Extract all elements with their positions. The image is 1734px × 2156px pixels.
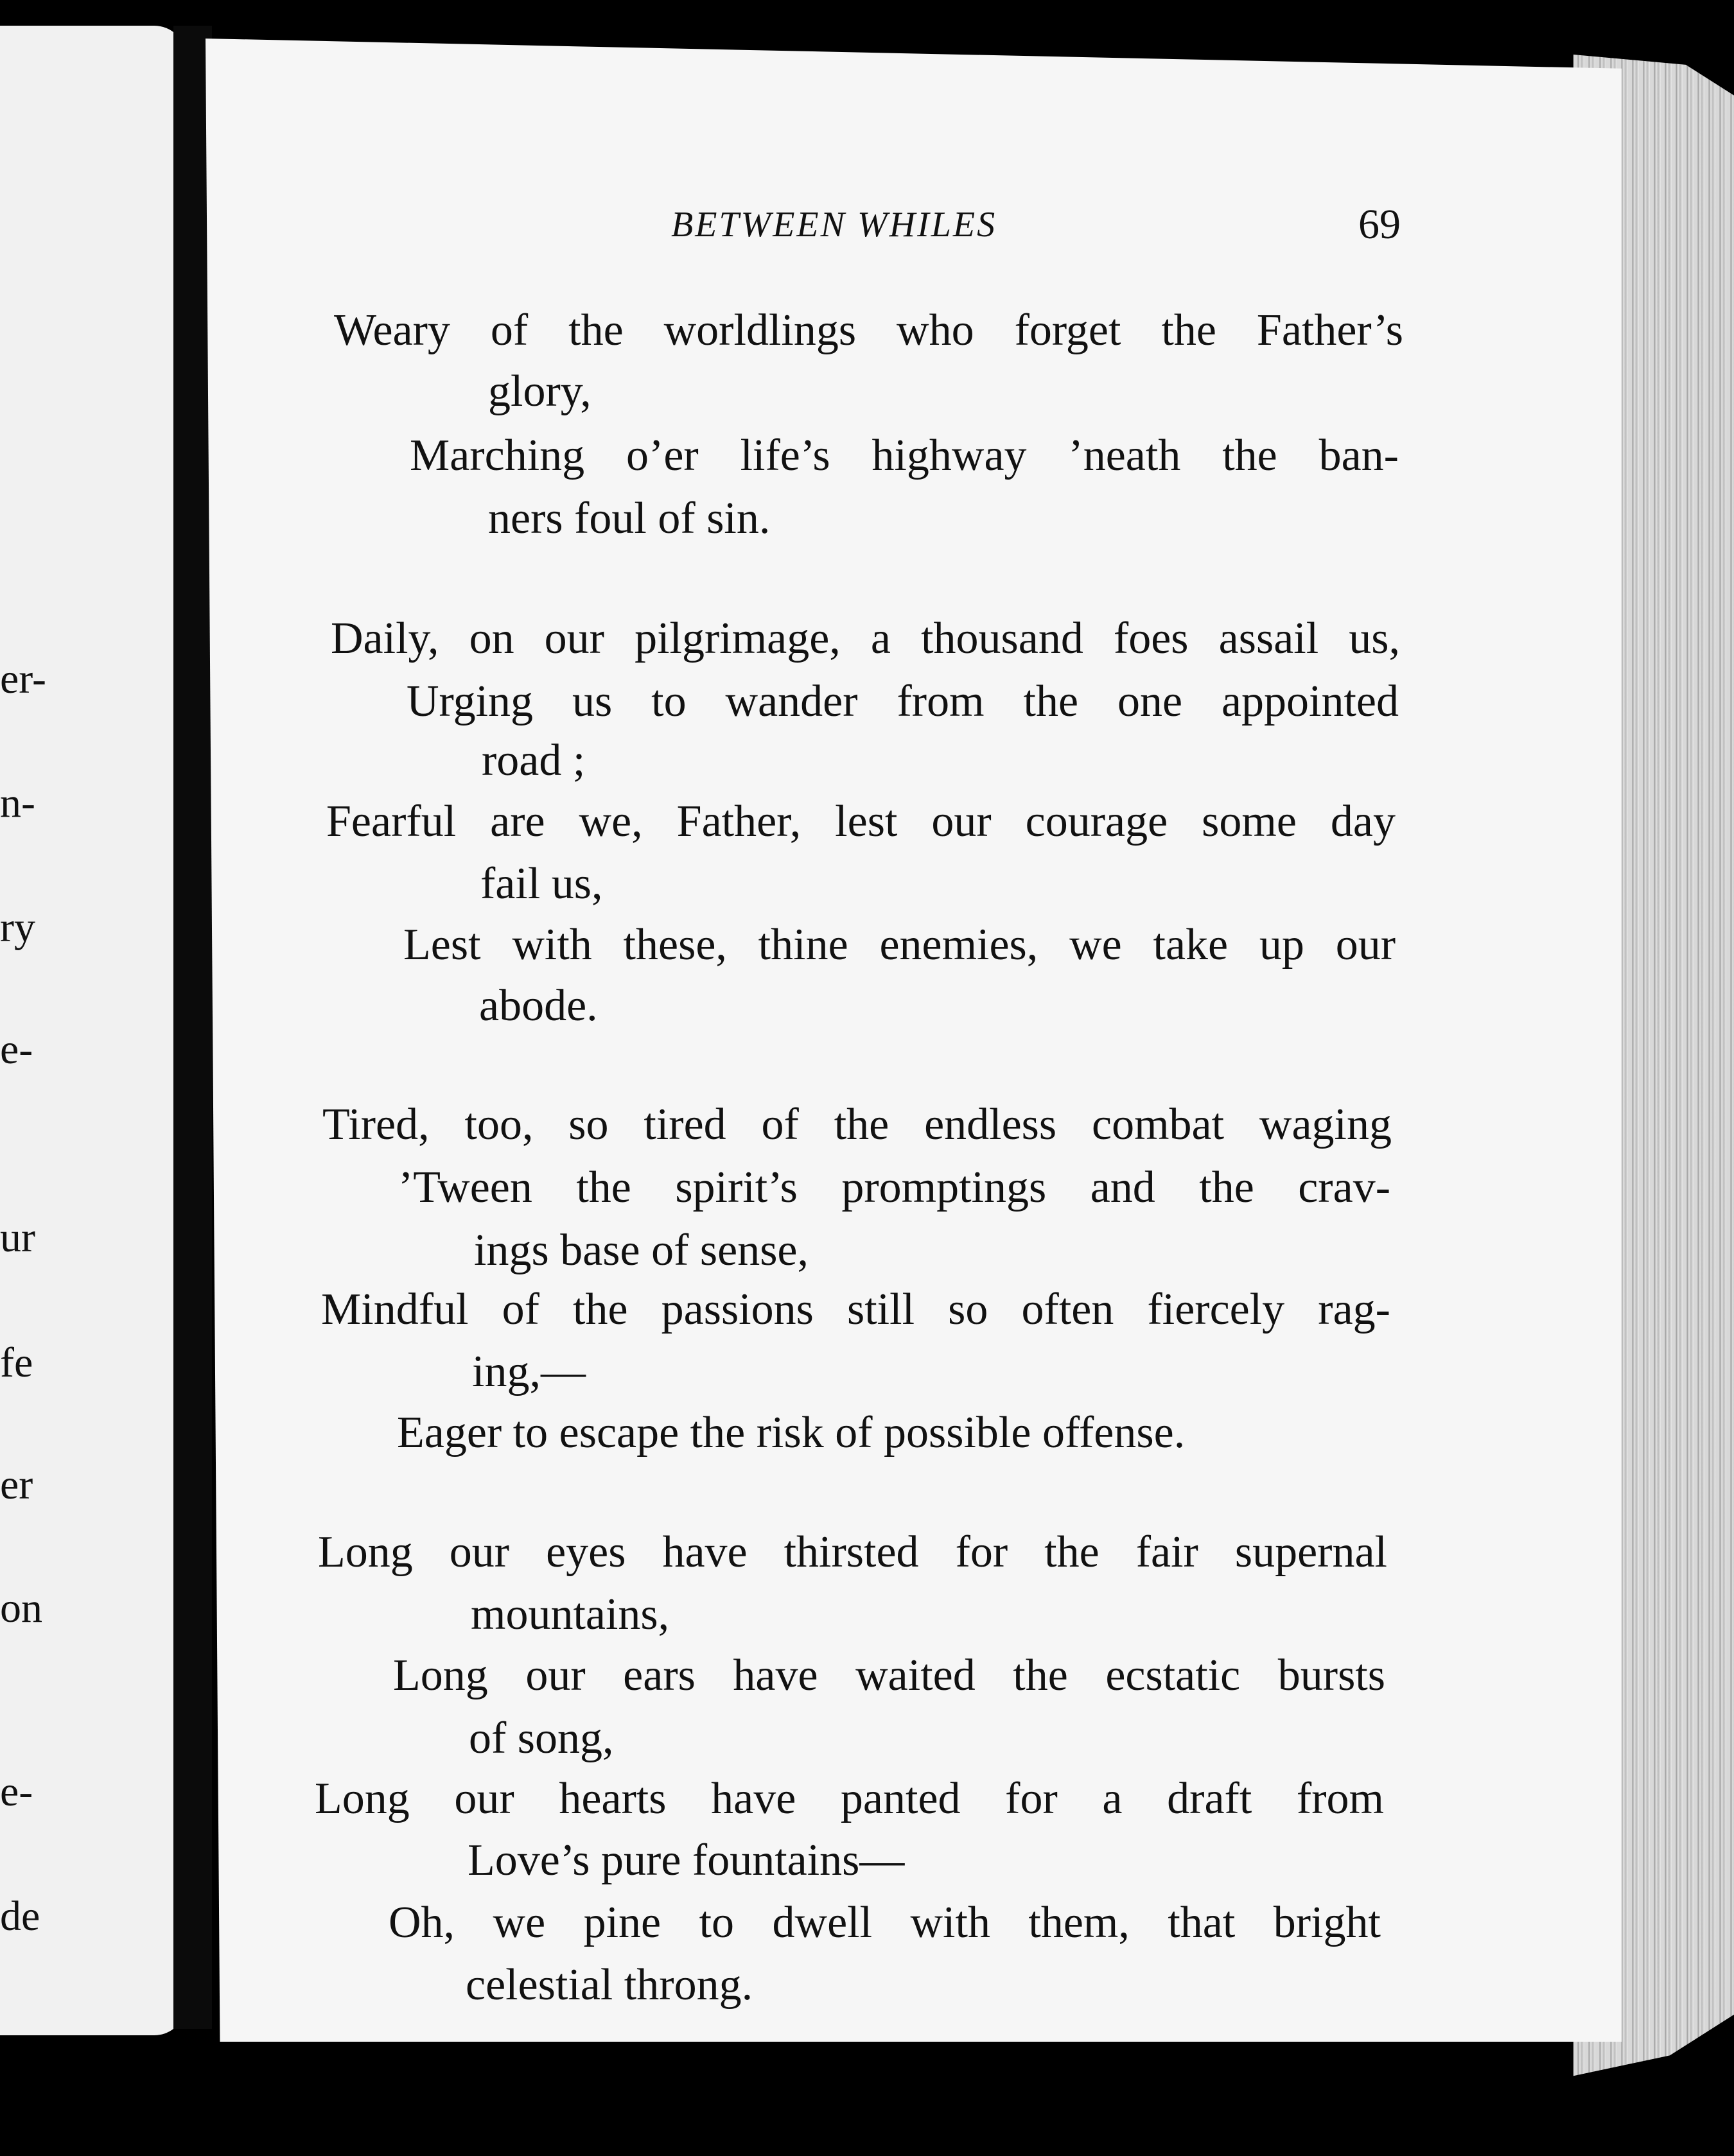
verse-line: Oh, we pine to dwell with them, that bright [389,1898,1381,1947]
verse-line: Marching o’er life’s highway ’neath the ban- [410,431,1399,480]
verse-line: Long our ears have waited the ecstatic bursts [393,1651,1385,1700]
verse-line: Love’s pure fountains— [468,1836,905,1885]
left-page-fragment: on [0,1585,42,1631]
verse-line: Weary of the worldlings who forget the Father’s [334,306,1403,355]
verse-line: Eager to escape the risk of possible offense. [397,1408,1186,1457]
verse-line: ings base of sense, [474,1226,809,1275]
verse-line: ’Tween the spirit’s promptings and the crav- [398,1163,1390,1212]
left-page-fragment: fe [0,1339,33,1386]
left-page-fragment: de [0,1893,40,1940]
left-page-fragment: e- [0,1026,33,1073]
verse-line: mountains, [471,1590,670,1639]
left-page-fragment: ur [0,1214,35,1261]
left-page-fragment: er [0,1461,33,1508]
verse-line: ners foul of sin. [488,494,771,543]
verse-line: ing,— [472,1347,586,1396]
left-page-fragment: e- [0,1768,33,1815]
left-page-fragment: n- [0,779,35,826]
verse-line: Urging us to wander from the one appointed [407,677,1399,726]
left-page-fragment: er- [0,656,46,702]
verse-line: glory, [488,367,591,416]
left-page [0,26,186,2035]
verse-line: Lest with these, thine enemies, we take up our [403,920,1396,969]
verse-line: abode. [479,981,598,1030]
verse-line: Mindful of the passions still so often fiercely rag- [321,1285,1390,1334]
verse-line: Daily, on our pilgrimage, a thousand foes assail us, [331,614,1400,663]
left-page-fragment: ry [0,904,35,951]
verse-line: celestial throng. [466,1960,753,2010]
running-title: BETWEEN WHILES [671,205,997,245]
verse-line: fail us, [480,859,603,908]
book-gutter [173,26,212,2029]
verse-line: road ; [482,736,586,785]
verse-line: Long our hearts have panted for a draft from [315,1774,1384,1823]
verse-line: Fearful are we, Father, lest our courage some day [326,797,1396,846]
verse-line: of song, [469,1714,614,1763]
page-number: 69 [1358,201,1401,248]
verse-line: Tired, too, so tired of the endless combat waging [322,1100,1392,1149]
verse-line: Long our eyes have thirsted for the fair supernal [318,1527,1387,1577]
